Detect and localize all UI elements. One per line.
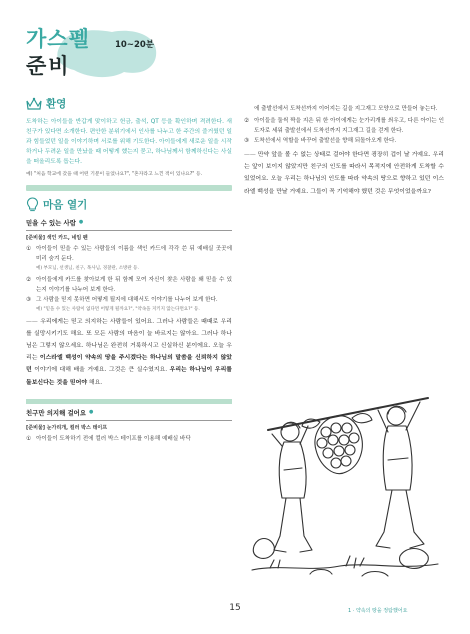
activity2-header — [26, 408, 232, 417]
section-divider — [26, 185, 232, 191]
activity1-label: 믿을 수 있는 사람 — [26, 218, 76, 227]
list-item: ① 아이들이 믿을 수 있는 사람들의 이름을 색인 카드에 각각 쓴 뒤 예배실 곳곳에 미리 숨겨 둔다. — [26, 245, 232, 262]
list-item: 에 출발선에서 도착선까지 이어지는 길을 지그재그 모양으로 만들어 놓는다. — [254, 106, 438, 112]
list-item: ② 아이들에게 카드를 찾아보게 한 뒤 함께 모여 자신이 찾은 사람을 왜 믿을 수 있는지 이야기를 나누어 보게 한다. — [26, 276, 232, 293]
welcome-title: 환영 — [46, 98, 67, 110]
activity1-note1: 예) 부모님, 선생님, 친구, 목사님, 경찰관, 소방관 등. — [36, 265, 139, 271]
lightbulb-icon — [26, 197, 39, 212]
activity1-narration: —— 우리에게는 믿고 의지하는 사람들이 있어요. 그러나 사람들은 때때로 우리를 실망시키기도 해요. 또 모든 사람의 마음이 늘 바르지는 않아요. 그러나 하나님은 그렇지 않으세요. 하나님은 완전히 거룩하시고 신실하신 분이에요. 오늘 우리는 이스라엘 백성이 약속의 땅을 주시겠다는 하나님의 말씀을 신뢰하지 않았던 이야기에 대해 배울 거예요. 그것은 큰 실수였지요. 우리는 하나님이 우리를 돌보신다는 것을 믿어야 해요. — [26, 318, 232, 386]
right-column — [244, 104, 444, 198]
page-title-bottom: 준비 — [26, 54, 71, 78]
page-title-top: 가스펠 — [26, 27, 90, 51]
bullet-dot-icon: ● — [78, 219, 84, 225]
left-column — [26, 96, 232, 444]
welcome-example: 예) "처음 학교에 갔을 때 어떤 기분이 들었나요?", "혼자라고 느낀 적이 있나요?" 등. — [26, 172, 203, 177]
activity1-note2: 예) "믿을 수 있는 사람이 없다면 어떻게 될까요?", "약속을 지키지 않는다면요?" 등. — [36, 306, 200, 312]
list-item: ③ 그 사람을 믿지 못하면 어떻게 될지에 대해서도 이야기를 나누어 보게 한다. — [26, 296, 218, 303]
welcome-header — [26, 96, 232, 111]
bullet-dot-icon: ● — [89, 409, 94, 416]
divider — [26, 230, 232, 231]
welcome-body: 도착하는 아이들을 반갑게 맞이하고 헌금, 출석, QT 등을 확인하며 격려한다. 새 친구가 있다면 소개한다. 편안한 분위기에서 인사를 나누고 한 주간의 즐거웠던 일과 힘들었던 일을 이야기하며 서로를 위해 기도한다. 아이들에게 새로운 일을 시작하거나 두려운 일을 만났을 때 어떻게 했는지 묻고, 하나님께서 함께하신다는 사실을 떠올리도록 돕는다. — [26, 119, 232, 165]
page-number: 15 — [229, 603, 241, 613]
list-item: ③ 도착선에서 역할을 바꾸어 출발선을 향해 되돌아오게 한다. — [244, 138, 397, 144]
spies-carrying-grapes-illustration — [250, 386, 440, 584]
right-narration: —— 만약 앞을 볼 수 없는 상태로 걸어야 한다면 굉장히 겁이 날 거예요. 우리는 앞이 보이지 않았지만 친구의 인도를 따라서 목적지에 안전하게 도착할 수 있었어요. 오늘 우리는 하나님의 인도를 따라 약속의 땅으로 향하고 있던 이스라엘 백성을 만날 거예요. 그들이 꼭 기억해야 했던 것은 무엇이었을까요? — [244, 152, 444, 195]
open-heart-header — [26, 197, 232, 212]
lesson-footer: 1 · 약속의 땅을 정탐했어요 — [348, 608, 408, 614]
list-item: ② 아이들을 둘씩 짝을 지은 뒤 한 아이에게는 눈가리개를 씌우고, 다른 아이는 인도자로 세워 출발선에서 도착선까지 지그재그 길을 걷게 한다. — [244, 118, 444, 134]
activity1-prep: [준비물] 색인 카드, 네임 펜 — [26, 234, 88, 241]
crown-icon — [26, 97, 42, 110]
list-item: ① 아이들이 도착하기 전에 컬러 박스 테이프를 이용해 예배실 바닥 — [26, 435, 191, 442]
open-heart-title: 마음 열기 — [43, 198, 88, 211]
divider — [26, 420, 232, 421]
activity2-prep: [준비물] 눈가리개, 컬러 박스 테이프 — [26, 424, 108, 431]
time-label: 10~20분 — [115, 40, 154, 50]
activity2-label: 친구만 의지해 걸어요 — [26, 408, 87, 417]
section-divider — [26, 399, 232, 404]
activity1-header — [26, 218, 232, 227]
